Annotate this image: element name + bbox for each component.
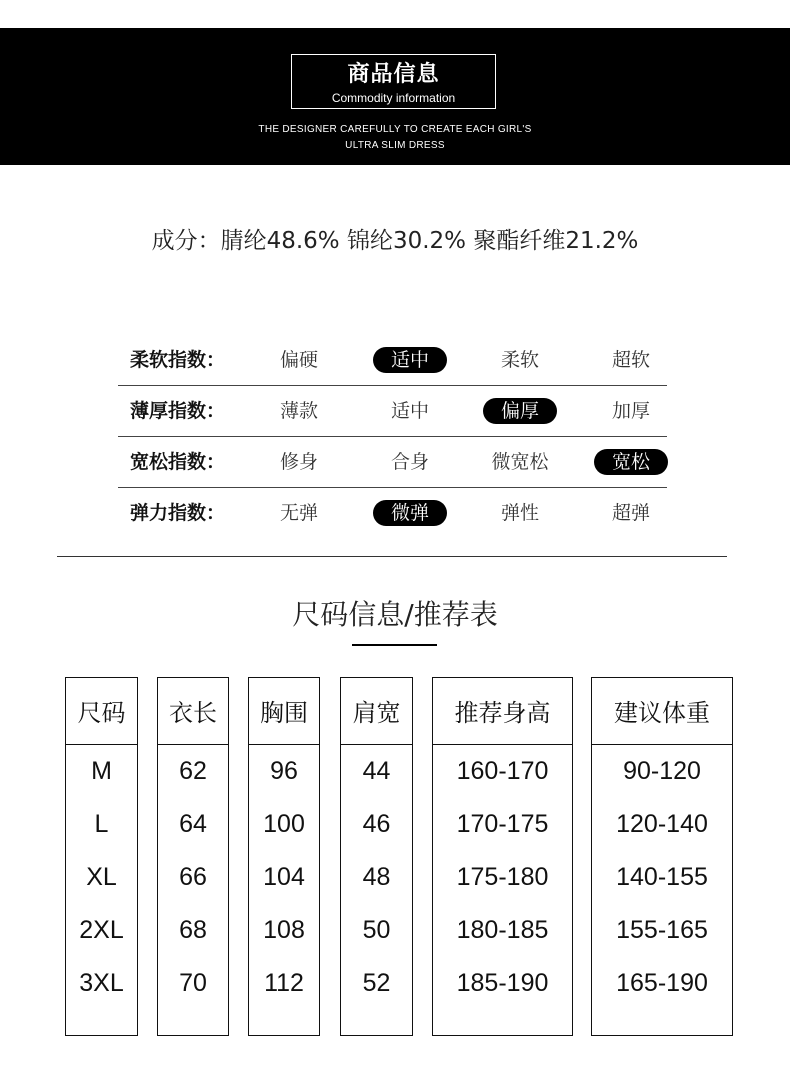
index-option: 修身: [279, 451, 318, 473]
tagline-line-2: ULTRA SLIM DRESS: [345, 140, 445, 151]
index-row: [118, 488, 667, 538]
table-cell: 160-170: [456, 757, 549, 785]
table-cell: 44: [362, 757, 391, 785]
header-banner: [0, 28, 790, 165]
size-column: [157, 677, 229, 1036]
index-option: 偏硬: [279, 349, 318, 371]
column-header: 肩宽: [341, 678, 412, 745]
table-cell: 52: [362, 969, 391, 997]
index-option: 无弹: [279, 502, 318, 524]
table-cell: XL: [86, 863, 117, 891]
table-cell: 140-155: [616, 863, 708, 891]
index-option-selected: 微弹: [373, 500, 447, 526]
column-header: 建议体重: [592, 678, 732, 745]
index-option: 合身: [390, 451, 429, 473]
index-option: 弹性: [500, 502, 539, 524]
table-cell: 96: [270, 757, 298, 785]
table-cell: 66: [179, 863, 207, 891]
tagline: [0, 122, 790, 154]
index-option: 微宽松: [491, 451, 549, 473]
table-cell: 170-175: [456, 810, 549, 838]
table-cell: 62: [179, 757, 207, 785]
table-cell: 165-190: [616, 969, 708, 997]
index-option-selected: 偏厚: [483, 398, 557, 424]
table-cell: L: [94, 810, 109, 838]
table-cell: M: [91, 757, 112, 785]
title-box: [291, 54, 496, 109]
column-header: 衣长: [158, 678, 228, 745]
size-column: [65, 677, 138, 1036]
table-cell: 104: [263, 863, 305, 891]
table-cell: 70: [179, 969, 207, 997]
index-label: 柔软指数：: [130, 349, 226, 371]
index-label: 宽松指数：: [130, 451, 226, 473]
index-option-selected: 适中: [373, 347, 447, 373]
table-cell: 68: [179, 916, 207, 944]
tagline-line-1: THE DESIGNER CAREFULLY TO CREATE EACH GIRL'S: [258, 124, 532, 135]
table-cell: 175-180: [456, 863, 549, 891]
column-header: 胸围: [249, 678, 319, 745]
page-title: 商品信息: [347, 62, 440, 87]
page-subtitle: Commodity information: [331, 91, 456, 105]
size-column: [591, 677, 733, 1036]
index-option-selected: 宽松: [594, 449, 668, 475]
table-cell: 120-140: [616, 810, 708, 838]
index-option: 柔软: [500, 349, 539, 371]
index-option: 加厚: [611, 400, 650, 422]
index-row: [118, 386, 667, 437]
column-header: 尺码: [66, 678, 137, 745]
index-option: 薄款: [279, 400, 318, 422]
size-column: [248, 677, 320, 1036]
table-cell: 64: [179, 810, 207, 838]
composition-text: 成分：腈纶48.6% 锦纶30.2% 聚酯纤维21.2%: [151, 228, 639, 254]
index-row: [118, 335, 667, 386]
table-cell: 2XL: [79, 916, 124, 944]
index-option: 超弹: [611, 502, 650, 524]
index-option: 适中: [390, 400, 429, 422]
table-cell: 90-120: [623, 757, 701, 785]
table-cell: 155-165: [616, 916, 708, 944]
table-cell: 50: [362, 916, 391, 944]
size-column: [432, 677, 573, 1036]
table-cell: 100: [263, 810, 305, 838]
size-column: [340, 677, 413, 1036]
size-title-underline: [352, 644, 437, 646]
index-option: 超软: [611, 349, 650, 371]
table-cell: 108: [263, 916, 305, 944]
table-cell: 48: [362, 863, 391, 891]
table-cell: 112: [264, 969, 304, 997]
section-divider: [57, 556, 727, 557]
table-cell: 180-185: [456, 916, 549, 944]
fabric-index-table: [118, 335, 667, 538]
table-cell: 46: [362, 810, 391, 838]
index-row: [118, 437, 667, 488]
table-cell: 185-190: [456, 969, 549, 997]
size-section-title: 尺码信息/推荐表: [292, 598, 498, 631]
index-label: 薄厚指数：: [130, 400, 226, 422]
column-header: 推荐身高: [433, 678, 572, 745]
table-cell: 3XL: [79, 969, 124, 997]
index-label: 弹力指数：: [130, 502, 226, 524]
